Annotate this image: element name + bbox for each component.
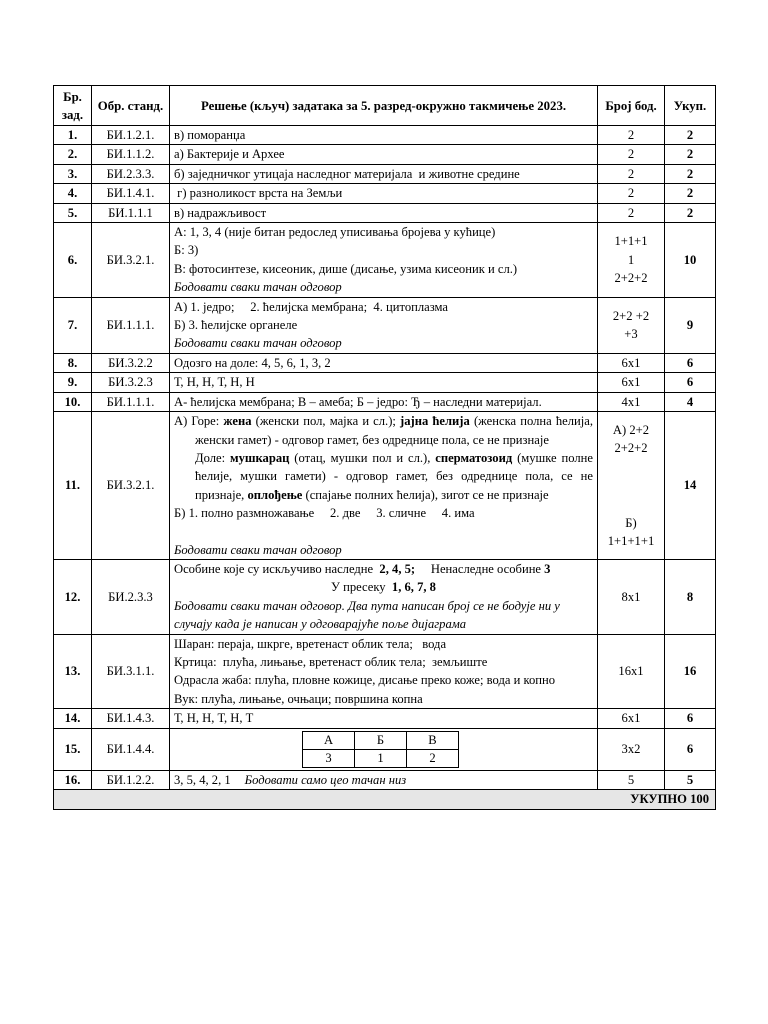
answer: Т, Н, Н, Т, Н, Т: [170, 709, 598, 728]
task-number: 9.: [54, 373, 92, 392]
table-row: [54, 353, 716, 372]
points: 3x2: [598, 728, 665, 770]
table-row: [54, 203, 716, 222]
points-line: 2+2+2: [614, 271, 648, 286]
answer-line: Б) 3. ћелијске органеле: [174, 318, 298, 333]
points-line: +3: [624, 327, 638, 342]
answer-text: 3, 5, 4, 2, 1: [174, 772, 231, 787]
grid-header: Б: [355, 731, 407, 749]
table-row: [54, 770, 716, 789]
table-row: [54, 126, 716, 145]
standard-code: БИ.1.1.1.: [92, 297, 170, 353]
task-number: 16.: [54, 770, 92, 789]
standard-code: БИ.1.1.2.: [92, 145, 170, 164]
answer-line: А) 1. једро; 2. ћелијска мембрана; 4. цитоплазма: [174, 299, 448, 314]
standard-code: БИ.3.2.2: [92, 353, 170, 372]
points: 16x1: [598, 634, 665, 709]
total: 9: [665, 297, 716, 353]
standard-code: БИ.3.2.3: [92, 373, 170, 392]
grid-header: А: [303, 731, 355, 749]
points: 8x1: [598, 559, 665, 634]
task-number: 5.: [54, 203, 92, 222]
header-standard: Обр. станд.: [92, 86, 170, 126]
total: 6: [665, 373, 716, 392]
answer-line: Б: 3): [174, 243, 199, 258]
term: жена: [223, 414, 252, 429]
standard-code: БИ.2.3.3.: [92, 164, 170, 183]
answer: в) поморанџа: [170, 126, 598, 145]
table-row: [54, 145, 716, 164]
total: 2: [665, 164, 716, 183]
points-line: 1+1+1+1: [607, 533, 655, 548]
answer-line: Кртица: плућа, лињање, вретенаст облик тела; земљиште: [174, 654, 488, 669]
task-number: 13.: [54, 634, 92, 709]
points-line: 1+1+1: [614, 234, 648, 249]
answer: г) разноликост врста на Земљи: [170, 184, 598, 203]
total: 2: [665, 126, 716, 145]
answer-text: Особине које су искључиво наследне: [174, 561, 377, 576]
standard-code: БИ.2.3.3: [92, 559, 170, 634]
scoring-note: Бодовати сваки тачан одговор. Два пута написан број се не бодује ни у случају када је написан у одговарајуће поље дијаграма: [174, 598, 560, 632]
answer: [170, 770, 598, 789]
points: 2: [598, 164, 665, 183]
answer-grid: [302, 731, 459, 768]
task-number: 12.: [54, 559, 92, 634]
answer: [170, 223, 598, 298]
header-total: Укуп.: [665, 86, 716, 126]
grid-header: В: [407, 731, 459, 749]
header-row: [54, 86, 716, 126]
answer: а) Бактерије и Археe: [170, 145, 598, 164]
points: 2: [598, 145, 665, 164]
task-number: 15.: [54, 728, 92, 770]
total: 16: [665, 634, 716, 709]
grid-value: 1: [355, 749, 407, 767]
points: 4x1: [598, 392, 665, 411]
points: [598, 412, 665, 560]
answer: [170, 634, 598, 709]
task-number: 11.: [54, 412, 92, 560]
term: 2, 4, 5;: [376, 561, 416, 576]
header-title: Решење (кључ) задатака за 5. разред-окружно такмичење 2023.: [170, 86, 598, 126]
total: 8: [665, 559, 716, 634]
answer: Одозго на доле: 4, 5, 6, 1, 3, 2: [170, 353, 598, 372]
answer-text: У пресеку: [331, 580, 389, 595]
answer-line: Вук: плућа, лињање, очњаци; површина копна: [174, 691, 423, 706]
points-line: 1: [627, 252, 635, 267]
answer-line: [174, 560, 593, 578]
answer-line: А: 1, 3, 4 (није битан редослед уписивања бројева у кућице): [174, 225, 496, 240]
grid-value: 2: [407, 749, 459, 767]
total: 6: [665, 728, 716, 770]
total: 10: [665, 223, 716, 298]
total: 2: [665, 203, 716, 222]
scoring-note: Бодовати сваки тачан одговор: [174, 280, 342, 295]
grid-value: 3: [303, 749, 355, 767]
grand-total: УКУПНО 100: [54, 790, 716, 810]
answer: Т, Н, Н, Т, Н, Н: [170, 373, 598, 392]
scoring-note: Бодовати сваки тачан одговор: [174, 542, 342, 557]
points: 2: [598, 184, 665, 203]
points: 2: [598, 126, 665, 145]
task-number: 2.: [54, 145, 92, 164]
total: 14: [665, 412, 716, 560]
scoring-note: Бодовати сваки тачан одговор: [174, 336, 342, 351]
term: 3: [544, 561, 551, 576]
answer-text: (спајање полних ћелија), зигот се не признаје: [302, 487, 549, 502]
term: оплођење: [247, 487, 303, 502]
answer-line: Одрасла жаба: плућа, пловне кожице, дисање преко коже; вода и копно: [174, 673, 556, 688]
points: 6x1: [598, 709, 665, 728]
points: 6x1: [598, 353, 665, 372]
header-points: Број бод.: [598, 86, 665, 126]
standard-code: БИ.1.4.4.: [92, 728, 170, 770]
points: 6x1: [598, 373, 665, 392]
points-line: 2+2 +2: [612, 308, 650, 323]
term: јајна ћелија: [400, 414, 470, 429]
term: мушкарац: [229, 450, 290, 465]
term: сперматозоид: [435, 450, 513, 465]
answer: [170, 559, 598, 634]
standard-code: БИ.1.4.1.: [92, 184, 170, 203]
points: 5: [598, 770, 665, 789]
standard-code: БИ.1.1.1.: [92, 392, 170, 411]
answer-part-a-top: [174, 412, 593, 449]
term: 1, 6, 7, 8: [388, 580, 436, 595]
answer-text: (женска полна ћелија, женски гамет) - одговор гамет, без одреднице пола, се не признаје: [195, 414, 593, 447]
answer-line: [174, 578, 593, 596]
header-task-number: Бр. зад.: [54, 86, 92, 126]
answer-key-table: [53, 85, 716, 810]
answer-text: (женски пол, мајка и сл.);: [251, 414, 401, 429]
answer: [170, 297, 598, 353]
answer-line: В: фотосинтезе, кисеоник, дише (дисање, узима кисеоник и сл.): [174, 261, 518, 276]
table-row: [54, 184, 716, 203]
answer-text: (мушке полне ћелије, мушки гамети) - одговор гамет, без одреднице пола, се не признаје,: [195, 450, 593, 502]
grand-total-row: [54, 790, 716, 810]
standard-code: БИ.3.2.1.: [92, 223, 170, 298]
task-number: 7.: [54, 297, 92, 353]
points-line: А) 2+2: [612, 422, 650, 437]
standard-code: БИ.1.2.1.: [92, 126, 170, 145]
answer: в) надражљивост: [170, 203, 598, 222]
standard-code: БИ.1.4.3.: [92, 709, 170, 728]
answer-part-a-bottom: [174, 449, 593, 504]
table-row: [54, 634, 716, 709]
table-row: [54, 297, 716, 353]
answer: б) заједничког утицаја наследног материјала и животне средине: [170, 164, 598, 183]
table-row: [54, 709, 716, 728]
points: [598, 223, 665, 298]
answer-line: Шаран: пераја, шкрге, вретенаст облик тела; вода: [174, 636, 447, 651]
answer-text: (отац, мушки пол и сл.),: [289, 450, 436, 465]
task-number: 8.: [54, 353, 92, 372]
table-row: [54, 373, 716, 392]
points-line: 2+2+2: [614, 441, 648, 456]
points: [598, 297, 665, 353]
task-number: 3.: [54, 164, 92, 183]
task-number: 4.: [54, 184, 92, 203]
standard-code: БИ.3.2.1.: [92, 412, 170, 560]
task-number: 6.: [54, 223, 92, 298]
total: 4: [665, 392, 716, 411]
standard-code: БИ.1.1.1: [92, 203, 170, 222]
part-label: Доле:: [195, 450, 230, 465]
standard-code: БИ.1.2.2.: [92, 770, 170, 789]
answer: А- ћелијска мембрана; В – амеба; Б – једро: Ђ – наследни материјал.: [170, 392, 598, 411]
table-row: [54, 223, 716, 298]
answer: [170, 412, 598, 560]
task-number: 10.: [54, 392, 92, 411]
total: 6: [665, 353, 716, 372]
total: 5: [665, 770, 716, 789]
total: 6: [665, 709, 716, 728]
points: 2: [598, 203, 665, 222]
table-row: [54, 728, 716, 770]
task-number: 14.: [54, 709, 92, 728]
answer-part-b: Б) 1. полно размножавање 2. две 3. сличне 4. има: [174, 506, 475, 521]
total: 2: [665, 184, 716, 203]
total: 2: [665, 145, 716, 164]
answer: [170, 728, 598, 770]
answer-text: Ненаследне особине: [415, 561, 545, 576]
standard-code: БИ.3.1.1.: [92, 634, 170, 709]
table-row: [54, 559, 716, 634]
points-line: Б): [625, 515, 637, 530]
table-row: [54, 164, 716, 183]
part-label: А) Горе:: [174, 414, 224, 429]
scoring-note: Бодовати само цео тачан низ: [244, 772, 407, 787]
task-number: 1.: [54, 126, 92, 145]
table-row: [54, 412, 716, 560]
table-row: [54, 392, 716, 411]
